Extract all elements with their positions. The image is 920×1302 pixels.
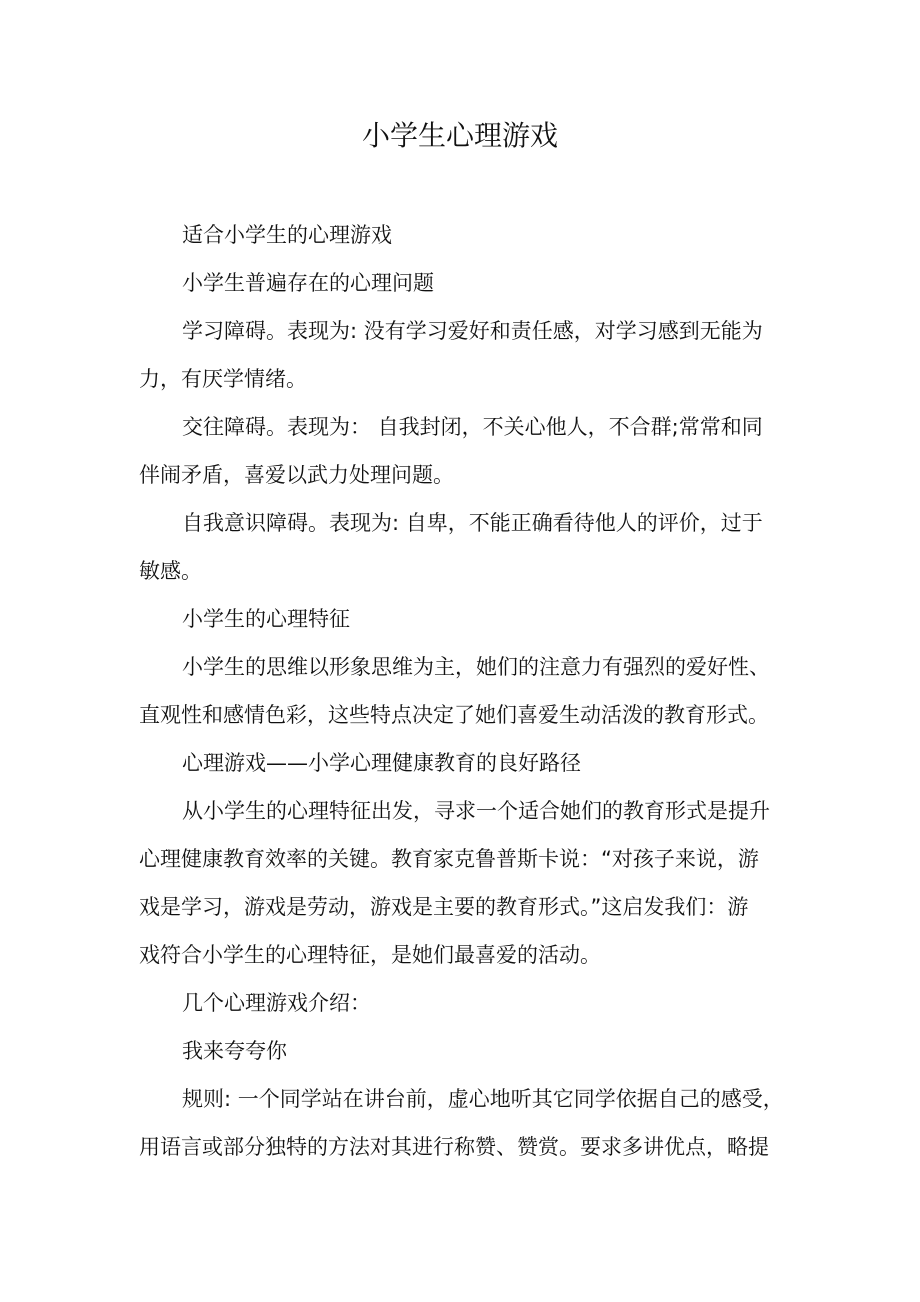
paragraph bbox=[139, 979, 784, 1027]
paragraph-line: 几个心理游戏介绍： bbox=[182, 991, 371, 1015]
paragraph bbox=[139, 1027, 784, 1075]
paragraph-line: 我来夸夸你 bbox=[182, 1039, 287, 1063]
paragraph bbox=[139, 499, 784, 595]
paragraph-line: 学习障碍。表现为: 没有学习爱好和责任感，对学习感到无能为 bbox=[182, 319, 763, 343]
paragraph-line: 小学生普遍存在的心理问题 bbox=[182, 271, 434, 295]
paragraph bbox=[139, 787, 784, 979]
paragraph bbox=[139, 211, 784, 259]
paragraph-line: 规则: 一个同学站在讲台前，虚心地听其它同学依据自己的感受， bbox=[182, 1087, 784, 1111]
paragraph-line: 敏感。 bbox=[139, 559, 202, 583]
paragraph-line: 伴闹矛盾，喜爱以武力处理问题。 bbox=[139, 463, 454, 487]
document-body bbox=[139, 211, 784, 1171]
paragraph bbox=[139, 1075, 784, 1171]
paragraph-line: 戏是学习，游戏是劳动，游戏是主要的教育形式。”这启发我们：游 bbox=[139, 895, 749, 919]
paragraph-line: 从小学生的心理特征出发，寻求一个适合她们的教育形式是提升 bbox=[182, 799, 770, 823]
paragraph bbox=[139, 259, 784, 307]
paragraph-line: 直观性和感情色彩，这些特点决定了她们喜爱生动活泼的教育形式。 bbox=[139, 703, 769, 727]
paragraph-line: 自我意识障碍。表现为: 自卑，不能正确看待他人的评价，过于 bbox=[182, 511, 763, 535]
paragraph-line: 心理游戏——小学心理健康教育的良好路径 bbox=[182, 751, 581, 775]
paragraph-line: 小学生的心理特征 bbox=[182, 607, 350, 631]
paragraph bbox=[139, 307, 784, 403]
paragraph-line: 交往障碍。表现为： 自我封闭，不关心他人，不合群;常常和同 bbox=[182, 415, 763, 439]
paragraph-line: 心理健康教育效率的关键。教育家克鲁普斯卡说：“对孩子来说，游 bbox=[139, 847, 759, 871]
paragraph-line: 力，有厌学情绪。 bbox=[139, 367, 307, 391]
document-title: 小学生心理游戏 bbox=[361, 119, 558, 152]
paragraph bbox=[139, 643, 784, 739]
paragraph-line: 适合小学生的心理游戏 bbox=[182, 223, 392, 247]
paragraph-line: 戏符合小学生的心理特征，是她们最喜爱的活动。 bbox=[139, 943, 601, 967]
paragraph-line: 小学生的思维以形象思维为主，她们的注意力有强烈的爱好性、 bbox=[182, 655, 770, 679]
paragraph bbox=[139, 739, 784, 787]
paragraph-line: 用语言或部分独特的方法对其进行称赞、赞赏。要求多讲优点，略提 bbox=[139, 1135, 769, 1159]
paragraph bbox=[139, 595, 784, 643]
paragraph bbox=[139, 403, 784, 499]
